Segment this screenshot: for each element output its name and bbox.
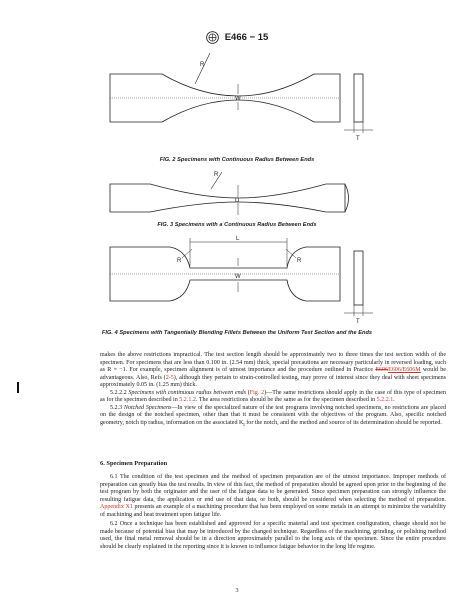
- fig2-label-r: R: [200, 62, 205, 68]
- document-id: E466 − 15: [224, 32, 269, 43]
- body-text-section-5: [100, 352, 446, 430]
- section-link-5-2-2-1[interactable]: 5.2.2.1: [376, 397, 394, 404]
- section-6-heading: 6. Specimen Preparation: [100, 460, 168, 467]
- revision-change-bar: [17, 382, 19, 393]
- fig4-specimen-drawing: [110, 238, 373, 316]
- fig4-label-w: W: [235, 274, 241, 280]
- fig2-caption: FIG. 2 Specimens with Continuous Radius Between Ends: [159, 157, 315, 163]
- inserted-reference[interactable]: E606/E606M: [388, 367, 421, 374]
- struck-reference: E606: [375, 367, 389, 374]
- fig4-label-r-right: R: [297, 258, 302, 264]
- fig3-label-r: R: [214, 172, 219, 178]
- appendix-x1-link[interactable]: Appendix X1: [100, 504, 133, 511]
- paragraph-6-2: 6.2 Once a technique has been established and approved for a specific material and test specimen configuration, change should not be made because of potential bias that may be introduced by the changed technique. Regardless of the machining, grinding, or polishing method used, the final metal removal should be in a direction approximately parallel to the long axis of the specimen. Since the entire procedure should be clearly explained in the reporting since it is known to influence fatigue behavior in the long life regime.: [100, 521, 446, 550]
- fig2-specimen-drawing: [110, 53, 373, 133]
- fig4-label-l: L: [236, 236, 240, 242]
- paragraph-5-2-2-2: 5.2.2.2 Specimens with continuous radius between ends (Fig. 2)—The same restrictions should apply in the case of this type of specimen as for the specimen described in 5.2.1.2. The area restrictions should be the same as for the specimen described in 5.2.2.1.: [100, 389, 447, 404]
- fig3-caption: FIG. 3 Specimens with a Continuous Radius Between Ends: [157, 222, 317, 228]
- fig2-label-t: T: [356, 136, 360, 142]
- fig3-specimen-drawing: [110, 172, 349, 215]
- paragraph-6-1: 6.1 The condition of the test specimen and the method of specimen preparation are of the utmost importance. Improper methods of preparation can greatly bias the test results. In view of this fact, the method of preparation should be agreed upon prior to the beginning of the test program by both the originator and the user of the fatigue data to be generated. Since specimen preparation can strongly influence the resulting fatigue data, the application or end use of that data, or both, should be considered when selecting the method of preparation. Appendix X1 presents an example of a machining procedure that has been employed on some metals in an attempt to minimize the variability of machining and heat treatment upon fatigue life.: [100, 474, 447, 518]
- fig4-label-t: T: [356, 319, 360, 325]
- fig2-link[interactable]: Fig. 2: [249, 389, 265, 396]
- paragraph-continuation: makes the above restrictions impractical. The test section length should be approximately two to three times the test section width of the specimen. For specimens that are less than 0.100 in. (2.54 mm) thick, special precautions are necessary particularly in reversed loading, such as R = −1. For example, specimen alignment is of utmost importance and the procedure outlined in Practice E606E606/E606M would be advantageous. Also, Refs (2-5), although they pertain to strain-controlled testing, may prove of interest since they deal with sheet specimens approximately 0.05 in. (1.25 mm) thick.: [100, 352, 446, 389]
- fig3-label-d: D: [235, 198, 240, 204]
- section-link-5-2-1-2[interactable]: 5.2.1.2: [179, 397, 196, 404]
- fig2-label-w: W: [235, 96, 241, 102]
- body-text-section-6: [100, 474, 446, 551]
- fig4-label-r-left: R: [177, 258, 182, 264]
- refs-link[interactable]: 2-5: [165, 374, 174, 381]
- paragraph-5-2-3: 5.2.3 Notched Specimens—In view of the specialized nature of the test programs involving notched specimens, no restrictions are placed on the design of the notched specimen, other than that it must be consistent with the objectives of the program. Also, specific notched geometry, notch tip radius, information on the associated $K_t$ for the notch, and the method and source of its determination should be reported.: [100, 404, 446, 429]
- fig4-caption: FIG. 4 Specimens with Tangentially Blending Fillets Between the Uniform Test Section and the Ends: [101, 330, 373, 336]
- page-number: 3: [235, 587, 239, 594]
